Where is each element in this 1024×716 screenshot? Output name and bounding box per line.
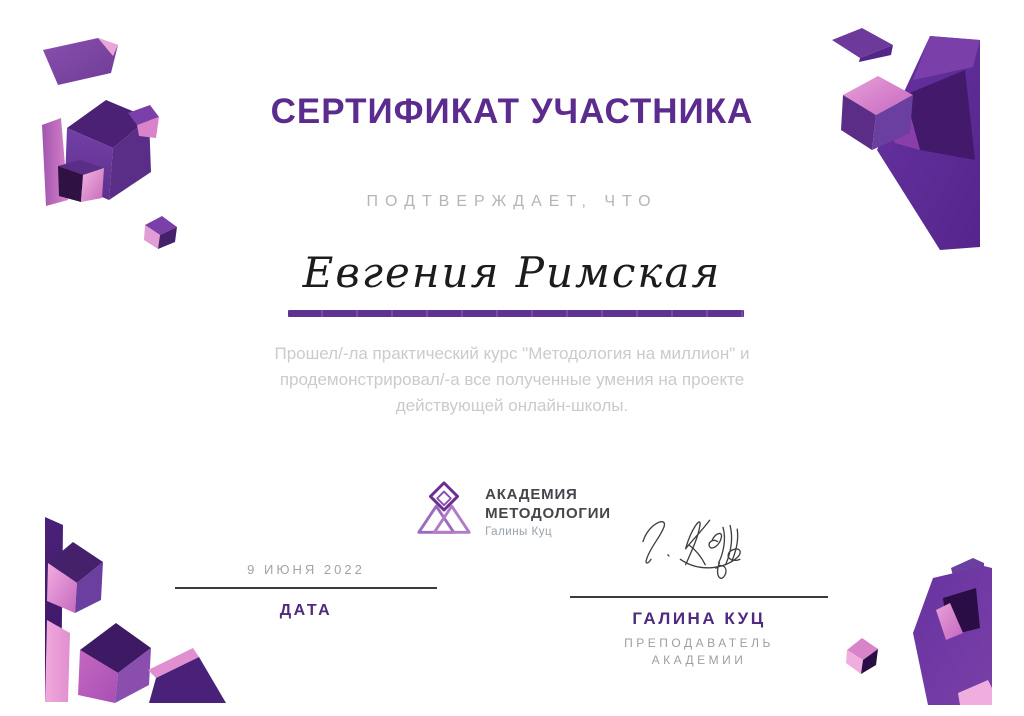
- cubes-bottom-right-decoration: [838, 556, 992, 705]
- signatory-role-line1: ПРЕПОДАВАТЕЛЬ: [624, 636, 774, 650]
- date-rule: [175, 587, 437, 589]
- course-description-line1: Прошел/-ла практический курс "Методология на миллион" и: [274, 344, 750, 363]
- signature-icon: [614, 506, 784, 586]
- course-description-line3: действующей онлайн-школы.: [395, 396, 629, 415]
- cubes-top-left-decoration: [28, 18, 214, 254]
- academy-name-line1: АКАДЕМИЯ: [485, 486, 578, 503]
- certificate-subtitle: ПОДТВЕРЖДАЕТ, ЧТО: [366, 193, 658, 210]
- recipient-name-underline: [288, 310, 744, 317]
- academy-name-line2: МЕТОДОЛОГИИ: [485, 505, 611, 522]
- recipient-name: Евгения Римская: [302, 248, 722, 297]
- signature-image-wrap: [570, 506, 828, 586]
- academy-owner: Галины Куц: [485, 526, 553, 538]
- date-block: [175, 562, 437, 620]
- date-value: 9 ИЮНЯ 2022: [247, 562, 365, 577]
- date-label: ДАТА: [279, 602, 333, 619]
- academy-logo-icon: [413, 479, 475, 541]
- course-description: [0, 341, 1024, 419]
- certificate-title: СЕРТИФИКАТ УЧАСТНИКА: [270, 92, 754, 131]
- cubes-top-right-decoration: [824, 24, 990, 256]
- signature-rule: [570, 596, 828, 598]
- signatory-role-line2: АКАДЕМИИ: [651, 653, 747, 667]
- signature-block: [570, 506, 828, 669]
- academy-logo: [0, 479, 1024, 541]
- signatory-role: [570, 635, 828, 669]
- signatory-name: ГАЛИНА КУЦ: [632, 609, 766, 628]
- course-description-line2: продемонстрировал/-а все полученные умения на проекте: [279, 370, 745, 389]
